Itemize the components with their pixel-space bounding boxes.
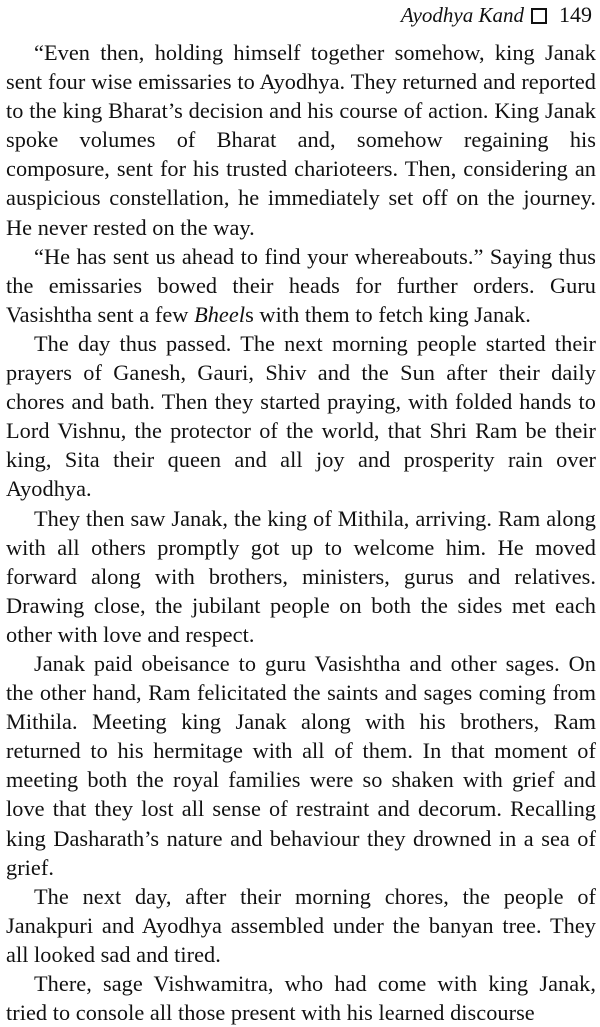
italic-term: Bheel bbox=[194, 301, 246, 327]
paragraph: “Even then, holding himself together somehow, king Janak sent four wise emissaries to Ayodhya. They returned and reported to the king Bharat’s decision and his course of action. King Janak spoke volumes of Bharat and, somehow regaining his composure, sent for his trusted charioteers. Then, considering an auspicious constellation, he immediately set off on the journey. He never rested on the way. bbox=[6, 40, 596, 240]
paragraph: “He has sent us ahead to find your whereabouts.” Saying thus the emissaries bowed their heads for further orders. Guru Vasishtha sent a few Bheels with them to fetch king Janak. bbox=[6, 243, 596, 327]
paragraph: They then saw Janak, the king of Mithila, arriving. Ram along with all others promptly got up to welcome him. He moved forward along with brothers, ministers, gurus and relatives. Drawing close, the jubilant people on both the sides met each other with love and respect. bbox=[6, 505, 596, 647]
running-title: Ayodhya Kand bbox=[400, 3, 524, 27]
paragraph: Janak paid obeisance to guru Vasishtha and other sages. On the other hand, Ram felicitated the saints and sages coming from Mithila. Meeting king Janak along with his brothers, Ram returned to his hermitage with all of them. In that moment of meeting both the royal families were so shaken with grief and love that they lost all sense of restraint and decorum. Recalling king Dasharath’s nature and behaviour they drowned in a sea of grief. bbox=[6, 650, 596, 880]
page-number: 149 bbox=[559, 2, 592, 27]
square-ornament-icon bbox=[531, 8, 547, 24]
paragraph: There, sage Vishwamitra, who had come with king Janak, tried to console all those present with his learned discourse bbox=[6, 971, 596, 1026]
paragraph: The day thus passed. The next morning people started their prayers of Ganesh, Gauri, Shiv and the Sun after their daily chores and bath. Then they started praying, with folded hands to Lord Vishnu, the protector of the world, that Shri Ram be their king, Sita their queen and all joy and prosperity rain over Ayodhya. bbox=[6, 330, 596, 502]
body-text bbox=[6, 38, 596, 1027]
running-header bbox=[6, 2, 596, 32]
paragraph: The next day, after their morning chores, the people of Janakpuri and Ayodhya assembled under the banyan tree. They all looked sad and tired. bbox=[6, 883, 596, 967]
